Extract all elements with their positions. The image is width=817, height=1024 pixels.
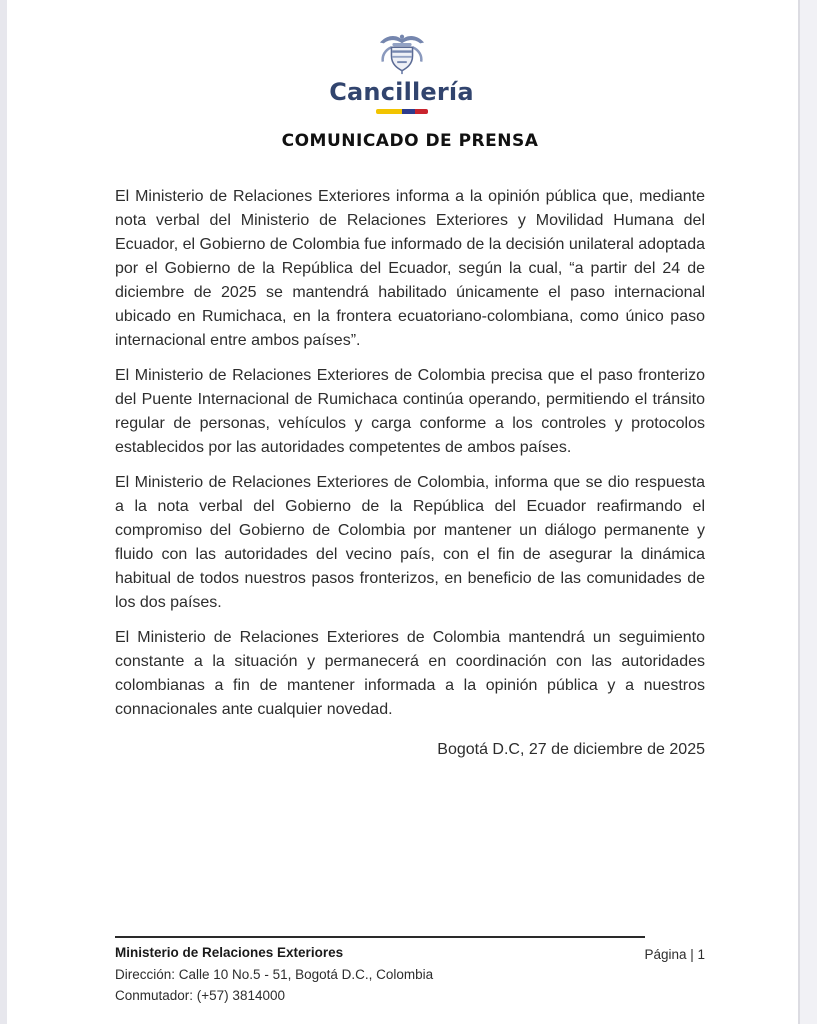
cancilleria-wordmark: Cancillería	[329, 78, 474, 106]
footer-address: Dirección: Calle 10 No.5 - 51, Bogotá D.C., Colombia	[115, 966, 434, 982]
page-number: Página | 1	[644, 947, 705, 962]
flag-blue-segment	[402, 109, 415, 114]
footer-divider	[115, 936, 645, 938]
flag-yellow-segment	[376, 109, 402, 114]
paragraph-4: El Ministerio de Relaciones Exteriores de Colombia mantendrá un seguimiento constante a la situación y permanecerá en coordinación con las autoridades colombianas a fin de mantener informada a la opinión pública y a nuestros connacionales ante cualquier novedad.	[115, 629, 705, 718]
footer-org-name: Ministerio de Relaciones Exteriores	[115, 945, 344, 960]
flag-red-segment	[415, 109, 428, 114]
page-footer	[115, 936, 705, 1007]
dateline: Bogotá D.C, 27 de diciembre de 2025	[437, 741, 705, 758]
paragraph-1: El Ministerio de Relaciones Exteriores informa a la opinión pública que, mediante nota verbal del Ministerio de Relaciones Exteriores y Movilidad Humana del Ecuador, el Gobierno de Colombia fue informado de la decisión unilateral adoptada por el Gobierno de la República del Ecuador, según la cual, “a partir del 24 de diciembre de 2025 se mantendrá habilitado únicamente el paso internacional ubicado en Rumichaca, en la frontera ecuatoriano-colombiana, como único paso internacional entre ambos países”.	[115, 188, 705, 349]
colombia-flag-bar	[376, 109, 428, 114]
press-release-body	[115, 185, 705, 733]
colombia-coat-of-arms-icon	[370, 30, 434, 76]
page-right-edge	[798, 0, 817, 1024]
footer-phone: Conmutador: (+57) 3814000	[115, 988, 285, 1003]
header-logo	[0, 30, 803, 114]
press-release-title: COMUNICADO DE PRENSA	[281, 131, 539, 151]
paragraph-3: El Ministerio de Relaciones Exteriores de Colombia, informa que se dio respuesta a la nota verbal del Gobierno de la República del Ecuador reafirmando el compromiso del Gobierno de Colombia por mantener un diálogo permanente y fluido con las autoridades del vecino país, con el fin de asegurar la dinámica habitual de todos nuestros pasos fronterizos, en beneficio de las comunidades de los dos países.	[115, 474, 705, 611]
paragraph-2: El Ministerio de Relaciones Exteriores de Colombia precisa que el paso fronterizo del Puente Internacional de Rumichaca continúa operando, permitiendo el tránsito regular de personas, vehículos y carga conforme a los controles y protocolos establecidos por las autoridades competentes de ambos países.	[115, 367, 705, 456]
page-left-edge	[0, 0, 7, 1024]
footer-contact-block	[115, 942, 433, 1007]
